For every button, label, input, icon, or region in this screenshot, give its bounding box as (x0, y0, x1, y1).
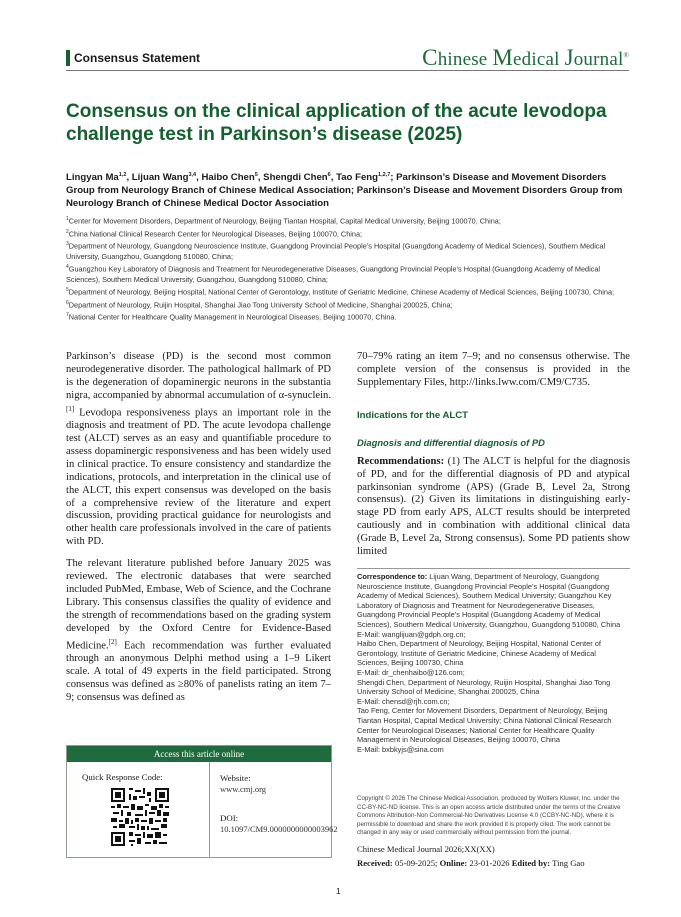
author: Lingyan Ma (66, 172, 119, 184)
affiliation: $^7$National Center for Healthcare Quality Management in Neurological Diseases, Beijing 100070, China. (66, 312, 397, 322)
correspondence-entry: Correspondence to: Lijuan Wang, Department of Neurology, Guangdong Neuroscience Institute, Guangdong Provincial People’s Hospital (Guangdong Academy of Medical Sciences), Southern Medical University; Guangzhou Key Laboratory of Diagnosis and Treatment for Neurodegenerative Diseases, Guangdong Provincial People’s Hospital (Guangdong Academy of Medical Sciences), Southern Medical University, Guangzhou, Guangdong 510080, China (357, 572, 621, 629)
subsection-heading: Diagnosis and differential diagnosis of PD (357, 436, 545, 448)
affiliation-list (66, 214, 631, 323)
email-link[interactable]: E-Mail: dr_chenhaibo@126.com; (357, 667, 465, 677)
email-link[interactable]: E-Mail: chensd@rjh.com.cn; (357, 696, 450, 706)
access-article-box (66, 745, 338, 858)
copyright-notice: Copyright © 2026 The Chinese Medical Association, produced by Wolters Kluwer, Inc. under the CC-BY-NC-ND license. This is an open access article distributed under the terms of the Creative Commons Attribution-Non Commercial-No Derivatives License 4.0 (CCBY-NC-ND), where it is permissible to download and share the work provided it is properly cited. The work cannot be changed in any way or used commercially without permission from the journal. (357, 795, 621, 837)
qr-code-icon[interactable] (111, 788, 169, 846)
email-link[interactable]: E-Mail: wanglijuan@gdph.org.cn; (357, 629, 466, 639)
recommendations-paragraph: Recommendations: (1) The ALCT is helpful for the diagnosis of PD, and for the differential diagnosis of PD and atypical parkinsonian syndrome (APS) (Grade B, Level 2a, Strong consensus). (2) Given its limitations in distinguishing early-stage PD from early APS, ALCT results should be interpreted cautiously and in combination with additional clinical data (Grade B, Level 2a, Strong consensus). Some PD patients show limited (357, 455, 630, 558)
qr-label: Quick Response Code: (82, 772, 163, 782)
affiliation: $^3$Department of Neurology, Guangdong Neuroscience Institute, Guangdong Provincial People’s Hospital (Guangdong Academy of Medical Sciences), Southern Medical University, Guangzhou, Guangdong 510080, China; (66, 241, 606, 261)
author: Lijuan Wang (131, 172, 189, 184)
email-link[interactable]: E-Mail: bxbkyjs@sina.com (357, 744, 444, 754)
footnote-rule (357, 568, 630, 569)
section-heading: Indications for the ALCT (357, 409, 469, 421)
doi-label: DOI: (220, 813, 239, 823)
affiliation: $^4$Guangzhou Key Laboratory of Diagnosis and Treatment for Neurodegenerative Diseases, Guangdong Provincial People’s Hospital (Guangdong Academy of Medical Sciences), Southern Medical University, Guangzhou, Guangdong 510080, China; (66, 264, 601, 284)
page-number: 1 (336, 886, 341, 896)
affiliation: $^1$Center for Movement Disorders, Department of Neurology, Beijing Tiantan Hospital, Capital Medical University, Beijing 100070, China; (66, 216, 501, 226)
header-rule (66, 70, 629, 71)
affiliation: $^5$Department of Neurology, Beijing Hospital, National Center of Gerontology, Institute of Geriatric Medicine, Chinese Academy of Medical Sciences, Beijing 100730, China; (66, 286, 615, 297)
article-dates: Received: 05-09-2025; Online: 23-01-2026 Edited by: Ting Gao (357, 858, 585, 868)
section-marker-bar (66, 50, 70, 66)
reference-link[interactable]: [1] (66, 404, 75, 413)
journal-title: Chinese Medical Journal® (422, 45, 629, 70)
correspondence-entry: Haibo Chen, Department of Neurology, Beijing Hospital, National Center of Gerontology, Institute of Geriatric Medicine, Chinese Academy of Medical Sciences, Beijing 100730, China (357, 639, 601, 668)
correspondence-entry: Tao Feng, Center for Movement Disorders, Department of Neurology, Beijing Tiantan Hospital, Capital Medical University; China National Clinical Research Center for Neurological Diseases; National Center for Healthcare Quality Management in Neurological Diseases, Beijing 100070, China (357, 706, 612, 745)
journal-citation: Chinese Medical Journal 2026;XX(XX) (357, 844, 495, 854)
author-list: Lingyan Ma$^{1,2}$, Lijuan Wang$^{3,4}$, Haibo Chen$^5$, Shengdi Chen$^6$, Tao Feng$^{1,2,7}$; Parkinson’s Disease and Movement Disorders Group from Neurology Branch of Chinese Medical Association; Parkinson’s Disease and Movement Disorders Group from Neurology Branch of Chinese Medical Doctor Association (66, 172, 623, 210)
author: Haibo Chen (201, 172, 255, 184)
website-label: Website: (220, 773, 251, 783)
author: Shengdi Chen (263, 172, 328, 184)
body-paragraph: 70–79% rating an item 7–9; and no consensus otherwise. The complete version of the consensus is provided in the Supplementary Files, http://links.lww.com/CM9/C735. (357, 351, 630, 388)
left-column (66, 351, 331, 705)
access-box-divider (209, 762, 210, 857)
affiliation: $^2$China National Clinical Research Center for Neurological Diseases, Beijing 100070, China; (66, 228, 363, 239)
correspondence-block (357, 572, 630, 754)
body-paragraph: Parkinson’s disease (PD) is the second most common neurodegenerative disorder. The pathological hallmark of PD is the degeneration of dopaminergic neurons in the substantia nigra, accompanied by abnormal accumulation of α-synuclein.[1] Levodopa responsiveness plays an important role in the diagnosis and treatment of PD. The acute levodopa challenge test (ALCT) serves as an easy and quantifiable procedure to assess dopaminergic responsiveness and has been widely used in clinical practice. To ensure consistency and standardize the indications, protocols, and interpretation in the clinical use of the ALCT, this expert consensus was developed on the basis of a comprehensive review of the literature and expert discussion, providing practical guidance for neurologists and other health care professionals involved in the care of patients with PD. (66, 351, 332, 548)
author: Tao Feng (336, 172, 379, 184)
body-paragraph: The relevant literature published before January 2025 was reviewed. The electronic databases that were searched included PubMed, Embase, Web of Science, and the Cochrane Library. This consensus classifies the quality of evidence and the strength of recommendations based on the grading system developed by the Oxford Centre for Evidence-Based Medicine.[2] Each recommendation was further evaluated through an anonymous Delphi method using a 1–9 Likert scale. A total of 49 experts in the field participated. Strong consensus was defined as ≥80% of panelists rating an item 7–9; consensus was defined as (66, 558, 331, 703)
article-title: Consensus on the clinical application of the acute levodopa challenge test in Parkinson’s disease (2025) (66, 101, 607, 145)
right-column (357, 351, 630, 559)
affiliation: $^6$Department of Neurology, Ruijin Hospital, Shanghai Jiao Tong University School of Medicine, Shanghai 200025, China; (66, 299, 453, 309)
author-groups: ; Parkinson’s Disease and Movement Disorders Group from Neurology Branch of Chinese Medical Association; Parkinson’s Disease and Movement Disorders Group from Neurology Branch of Chinese Medical Doctor Association (66, 172, 623, 210)
section-label: Consensus Statement (74, 51, 201, 65)
doi-link[interactable]: 10.1097/CM9.0000000000003962 (220, 824, 338, 834)
correspondence-entry: Shengdi Chen, Department of Neurology, Ruijin Hospital, Shanghai Jiao Tong University School of Medicine, Shanghai 200025, China (357, 677, 611, 697)
website-link[interactable]: www.cmj.org (220, 784, 267, 794)
reference-link[interactable]: [2] (108, 637, 117, 646)
access-box-header: Access this article online (67, 746, 331, 762)
